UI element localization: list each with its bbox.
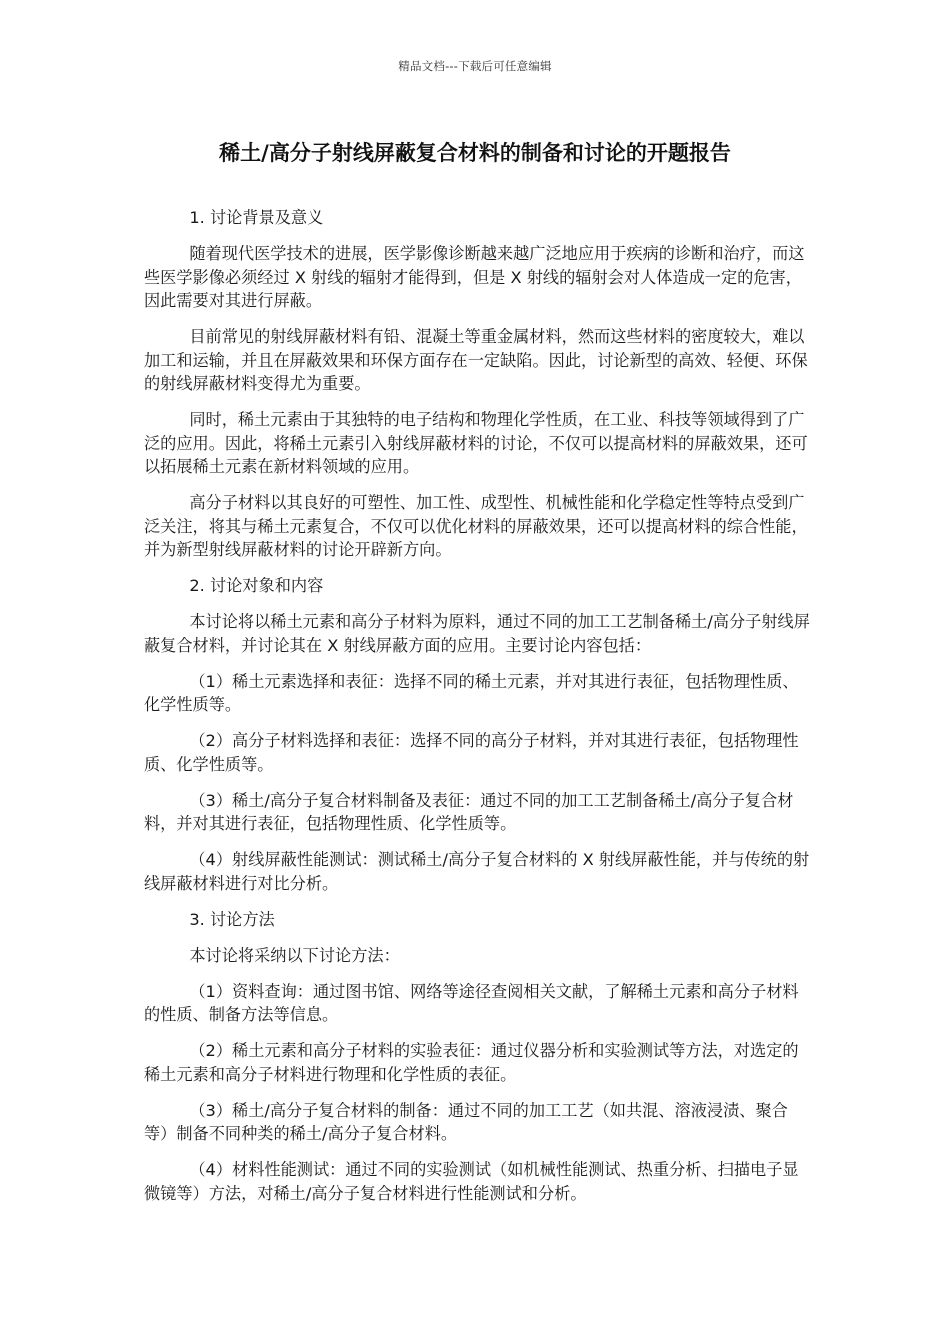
list-item: （3）稀土/高分子复合材料制备及表征：通过不同的加工工艺制备稀土/高分子复合材料，并对其进行表征，包括物理性质、化学性质等。 [144, 790, 794, 833]
list-item: （1）稀土元素选择和表征：选择不同的稀土元素，并对其进行表征，包括物理性质、化学性质等。 [144, 671, 799, 714]
list-item: （4）材料性能测试：通过不同的实验测试（如机械性能测试、热重分析、扫描电子显微镜等）方法，对稀土/高分子复合材料进行性能测试和分析。 [144, 1160, 799, 1203]
section-heading-methods: 3. 讨论方法 [189, 909, 275, 929]
paragraph: 目前常见的射线屏蔽材料有铅、混凝土等重金属材料，然而这些材料的密度较大，难以加工和运输，并且在屏蔽效果和环保方面存在一定缺陷。因此，讨论新型的高效、轻便、环保的射线屏蔽材料变得尤为重要。 [144, 327, 808, 393]
section-heading-content: 2. 讨论对象和内容 [189, 576, 324, 595]
list-item: （1）资料查询：通过图书馆、网络等途径查阅相关文献，了解稀土元素和高分子材料的性质、制备方法等信息。 [144, 981, 799, 1024]
list-item: （2）高分子材料选择和表征：选择不同的高分子材料，并对其进行表征，包括物理性质、化学性质等。 [144, 731, 799, 774]
paragraph: 本讨论将采纳以下讨论方法： [189, 945, 400, 965]
section-heading-background: 1. 讨论背景及意义 [189, 208, 324, 227]
document-title: 稀土/高分子射线屏蔽复合材料的制备和讨论的开题报告 [219, 141, 731, 165]
paragraph: 同时，稀土元素由于其独特的电子结构和物理化学性质，在工业、科技等领域得到了广泛的应用。因此，将稀土元素引入射线屏蔽材料的讨论，不仅可以提高材料的屏蔽效果，还可以拓展稀土元素在新材料领域的应用。 [144, 410, 808, 476]
paragraph: 本讨论将以稀土元素和高分子材料为原料，通过不同的加工工艺制备稀土/高分子射线屏蔽复合材料，并讨论其在 X 射线屏蔽方面的应用。主要讨论内容包括： [144, 612, 810, 655]
page-header: 精品文档---下载后可任意编辑 [398, 59, 552, 73]
paragraph: 高分子材料以其良好的可塑性、加工性、成型性、机械性能和化学稳定性等特点受到广泛关注，将其与稀土元素复合，不仅可以优化材料的屏蔽效果，还可以提高材料的综合性能，并为新型射线屏蔽材料的讨论开辟新方向。 [144, 493, 808, 559]
list-item: （2）稀土元素和高分子材料的实验表征：通过仪器分析和实验测试等方法，对选定的稀土元素和高分子材料进行物理和化学性质的表征。 [144, 1041, 799, 1084]
list-item: （3）稀土/高分子复合材料的制备：通过不同的加工工艺（如共混、溶液浸渍、聚合等）制备不同种类的稀土/高分子复合材料。 [144, 1100, 788, 1143]
list-item: （4）射线屏蔽性能测试：测试稀土/高分子复合材料的 X 射线屏蔽性能，并与传统的射线屏蔽材料进行对比分析。 [144, 850, 810, 893]
document-body [144, 206, 810, 1218]
paragraph: 随着现代医学技术的进展，医学影像诊断越来越广泛地应用于疾病的诊断和治疗，而这些医学影像必须经过 X 射线的辐射才能得到，但是 X 射线的辐射会对人体造成一定的危害，因此需要对其进行屏蔽。 [144, 244, 805, 310]
